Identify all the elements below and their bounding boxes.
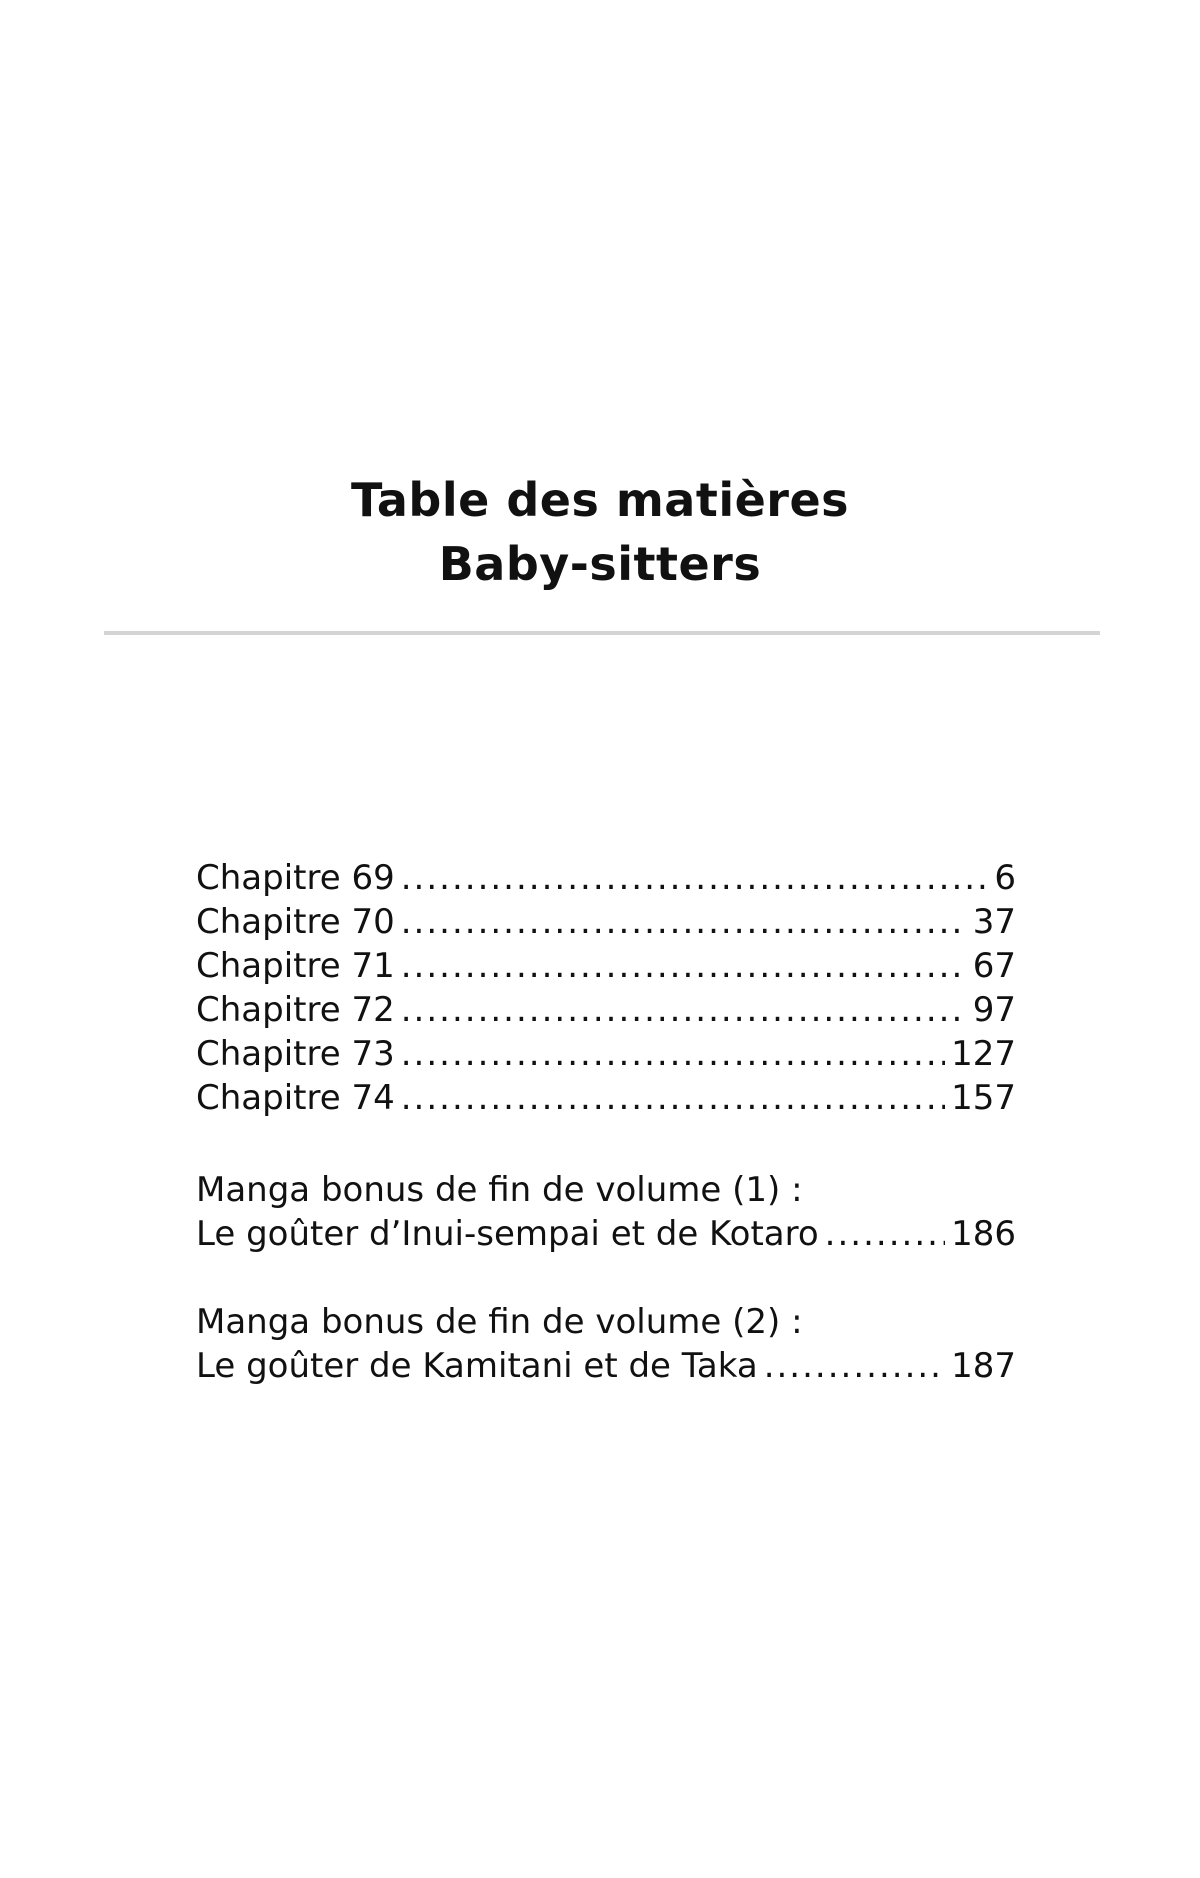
toc-entry xyxy=(196,1032,1016,1076)
dot-leader xyxy=(401,1032,945,1076)
entry-label: Chapitre 73 xyxy=(196,1034,395,1074)
entry-page-number: 127 xyxy=(951,1034,1016,1074)
toc-entry xyxy=(196,1344,1016,1388)
dot-leader xyxy=(401,944,967,988)
entry-label: Chapitre 72 xyxy=(196,990,395,1030)
divider xyxy=(104,631,1100,635)
entry-label: Chapitre 70 xyxy=(196,902,395,942)
dot-leader xyxy=(401,1076,945,1120)
dot-leader xyxy=(825,1212,945,1256)
toc-entry xyxy=(196,900,1016,944)
toc-entry xyxy=(196,1212,1016,1256)
entry-label: Le goûter d’Inui-sempai et de Kotaro xyxy=(196,1214,819,1254)
chapter-list xyxy=(196,856,1016,1120)
entry-page-number: 37 xyxy=(972,902,1016,942)
entry-label: Chapitre 69 xyxy=(196,858,395,898)
entry-label: Chapitre 74 xyxy=(196,1078,395,1118)
toc-entry xyxy=(196,988,1016,1032)
bonus-heading: Manga bonus de fin de volume (1) : xyxy=(196,1170,803,1210)
bonus-heading: Manga bonus de fin de volume (2) : xyxy=(196,1302,803,1342)
entry-label: Le goûter de Kamitani et de Taka xyxy=(196,1346,758,1386)
entry-page-number: 97 xyxy=(972,990,1016,1030)
dot-leader xyxy=(764,1344,945,1388)
entry-page-number: 187 xyxy=(951,1346,1016,1386)
entry-page-number: 6 xyxy=(994,858,1016,898)
page-subtitle: Baby-sitters xyxy=(438,537,762,591)
entry-page-number: 67 xyxy=(972,946,1016,986)
dot-leader xyxy=(401,988,967,1032)
title-block xyxy=(0,468,1200,596)
entry-page-number: 186 xyxy=(951,1214,1016,1254)
toc-entry xyxy=(196,944,1016,988)
bonus-entry-1 xyxy=(196,1168,1016,1256)
entry-label: Chapitre 71 xyxy=(196,946,395,986)
entry-page-number: 157 xyxy=(951,1078,1016,1118)
dot-leader xyxy=(401,856,989,900)
page-title: Table des matières xyxy=(350,473,850,527)
toc-entry xyxy=(196,1076,1016,1120)
dot-leader xyxy=(401,900,967,944)
bonus-entry-2 xyxy=(196,1300,1016,1388)
toc-entry xyxy=(196,856,1016,900)
